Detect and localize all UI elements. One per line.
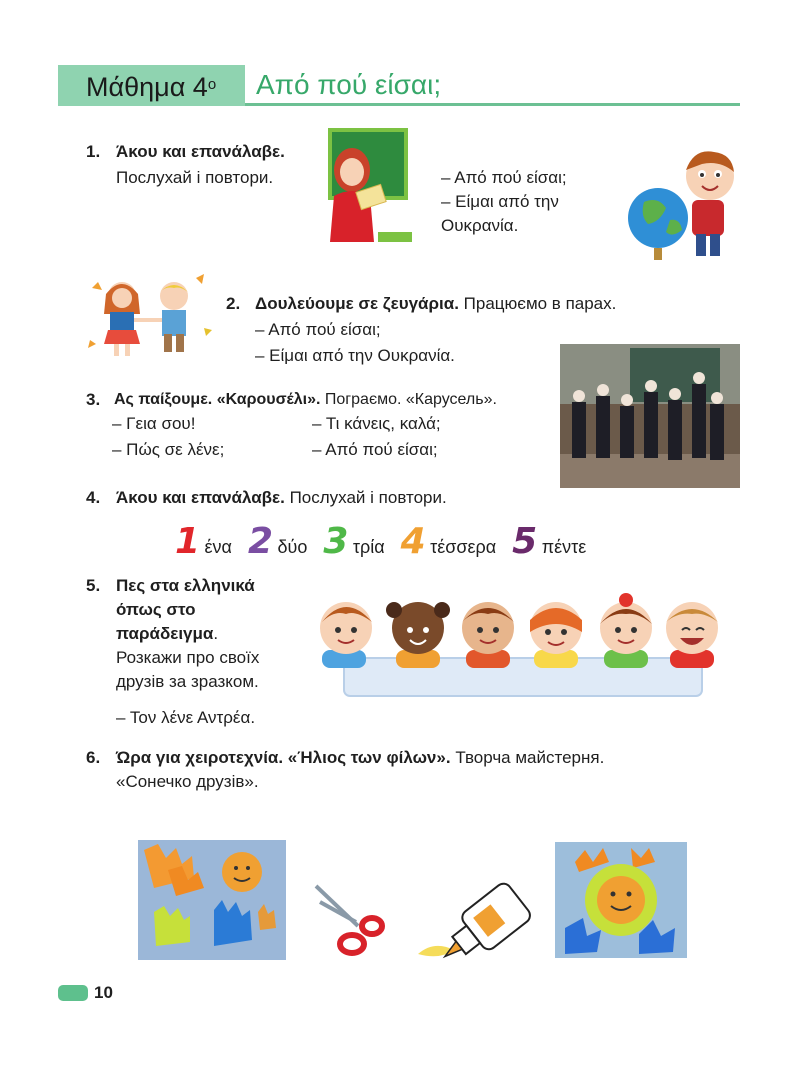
- lesson-ordinal: ο: [207, 76, 217, 93]
- digit-2: 2: [247, 521, 274, 562]
- digit-4: 4: [400, 521, 426, 562]
- ex5-number: 5.: [86, 576, 101, 595]
- ex6-number: 6.: [86, 748, 101, 767]
- count-3: [323, 522, 384, 562]
- ex5-translation-line-1: Розкажи про своїх: [116, 648, 260, 667]
- ex1-dialogue-line-1: – Από πού είσαι;: [441, 168, 567, 187]
- ex2-dialogue-line-2: – Είμαι από την Ουκρανία.: [255, 346, 455, 365]
- lesson-label: Μάθημα $4^o$: [86, 72, 217, 102]
- counting-row: [175, 522, 695, 562]
- ex3-dialogue-line-4: – Από πού είσαι;: [312, 440, 438, 459]
- count-4: [401, 522, 497, 562]
- ex3-translation: Пограємо. «Карусель».: [324, 391, 497, 408]
- ex4-instruction: Άκου και επανάλαβε.: [116, 488, 285, 507]
- ex3-dialogue-line-2: – Τι κάνεις, καλά;: [312, 414, 441, 433]
- kids-holding-hands-illustration: [84, 268, 216, 366]
- ex3-dialogue-line-3: – Πώς σε λένε;: [112, 440, 225, 459]
- ex2-instruction: Δουλεύουμε σε ζευγάρια.: [255, 294, 459, 313]
- count-2: [248, 522, 307, 562]
- ex3-instruction-line: [114, 388, 497, 412]
- kids-banner-illustration: [316, 592, 728, 702]
- ex5-instruction-line-2: όπως στο: [116, 600, 196, 619]
- ex6-translation-line-1: Творча майстерня.: [455, 748, 605, 767]
- word-2: δύο: [277, 537, 308, 557]
- ex3-number: 3.: [86, 390, 101, 409]
- ex6-instruction: Ώρα για χειροτεχνία. «Ήλιος των φίλων».: [116, 748, 451, 767]
- ex1-dialogue-line-2: – Είμαι από την: [441, 192, 559, 211]
- ex3-instruction: Ας παίξουμε. «Καρουσέλι».: [114, 391, 321, 408]
- word-1: ένα: [204, 537, 232, 557]
- ex4-number: 4.: [86, 488, 101, 507]
- ex2-instruction-line: [255, 292, 616, 316]
- header-rule: [245, 103, 740, 106]
- ex5-translation-line-2: друзів за зразком.: [116, 672, 259, 691]
- lesson-title: Από πού είσαι;: [256, 69, 442, 100]
- count-5: [512, 522, 586, 562]
- classroom-carousel-photo: [560, 344, 740, 488]
- ex4-instruction-line: [116, 486, 447, 510]
- teacher-illustration: [318, 126, 414, 244]
- digit-3: 3: [323, 521, 349, 562]
- ex3-dialogue-line-1: – Γεια σου!: [112, 414, 196, 433]
- glue-bottle-icon: [410, 880, 536, 964]
- ex2-translation: Працюємо в парах.: [463, 294, 617, 313]
- count-1: [175, 522, 232, 562]
- word-3: τρία: [352, 537, 385, 557]
- ex2-number: 2.: [226, 294, 241, 313]
- word-5: πέντε: [541, 537, 587, 557]
- word-4: τέσσερα: [430, 537, 497, 557]
- ex5-example: – Τον λένε Αντρέα.: [116, 708, 256, 727]
- ex5-instruction-line-1: Πες στα ελληνικά: [116, 576, 255, 595]
- digit-1: 1: [175, 521, 201, 562]
- ex4-translation: Послухай і повтори.: [289, 488, 447, 507]
- scissors-icon: [310, 880, 386, 960]
- boy-with-globe-illustration: [614, 146, 742, 262]
- ex1-instruction: Άκου και επανάλαβε.: [116, 142, 285, 161]
- ex2-dialogue-line-1: – Από πού είσαι;: [255, 320, 381, 339]
- ex1-translation: Послухай і повтори.: [116, 168, 274, 187]
- ex1-dialogue-line-3: Ουκρανία.: [441, 216, 519, 235]
- page-number-tab: [58, 985, 88, 1001]
- ex5-instruction-line-3: παράδειγμα.: [116, 624, 219, 643]
- page-number: 10: [94, 983, 113, 1002]
- friendship-sun-photo: [555, 842, 687, 958]
- ex6-translation-line-2: «Сонечко друзів».: [116, 772, 259, 791]
- paper-hands-photo: [138, 840, 286, 960]
- ex6-instruction-line: [116, 746, 604, 770]
- ex1-number: 1.: [86, 142, 101, 161]
- digit-5: 5: [512, 521, 538, 562]
